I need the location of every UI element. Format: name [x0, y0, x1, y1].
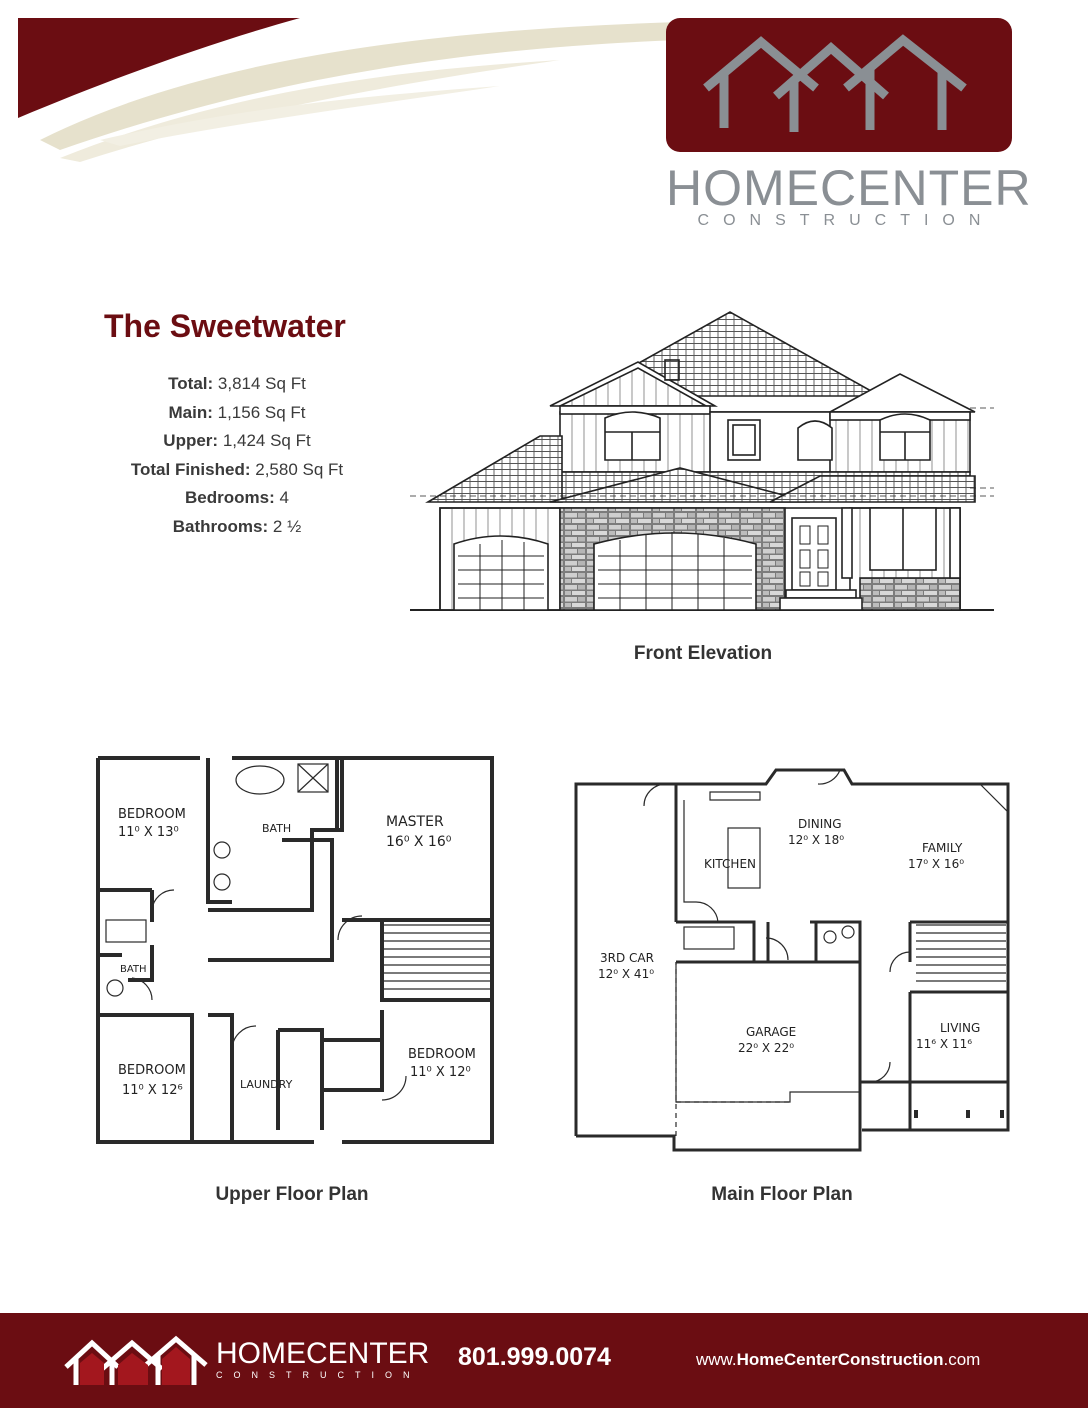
room-label: FAMILY: [922, 841, 963, 855]
room-label: MASTER: [386, 814, 444, 830]
front-elevation-caption: Front Elevation: [633, 643, 773, 664]
web-prefix: www.: [696, 1350, 737, 1369]
main-floor-plan: [570, 762, 1016, 1156]
upper-floor-caption: Upper Floor Plan: [215, 1184, 369, 1205]
room-size: 16⁰ X 16⁰: [386, 834, 452, 850]
front-elevation-drawing: [410, 308, 994, 616]
brand-tagline: CONSTRUCTION: [697, 212, 995, 229]
upper-floor-plan: [92, 750, 502, 1150]
room-label: BATH: [262, 822, 292, 835]
spec-value: 2 ½: [272, 516, 302, 536]
footer-brand-name: HOMECENTER: [216, 1337, 430, 1370]
room-label: LIVING: [940, 1021, 981, 1035]
room-size: 11⁰ X 13⁰: [118, 825, 179, 840]
room-size: 22⁰ X 22⁰: [738, 1041, 795, 1055]
room-label: LAUNDRY: [240, 1078, 293, 1091]
web-domain: HomeCenterConstruction: [736, 1350, 944, 1369]
spec-total: [60, 370, 414, 399]
spec-value: 2,580 Sq Ft: [255, 459, 344, 479]
spec-label: Total Finished:: [130, 459, 251, 479]
web-suffix: .com: [943, 1350, 981, 1369]
room-size: 11⁰ X 12⁰: [410, 1065, 471, 1080]
footer-phone: 801.999.0074: [458, 1343, 611, 1371]
spec-value: 3,814 Sq Ft: [217, 374, 306, 393]
header-swoosh: [0, 0, 700, 170]
room-label: 3RD CAR: [600, 951, 654, 965]
spec-bedrooms: [60, 484, 414, 513]
room-label: BATH: [120, 964, 147, 975]
spec-label: Total:: [168, 374, 214, 393]
brand-name: HOMECENTER: [666, 160, 1032, 216]
footer-website-link[interactable]: [696, 1350, 980, 1370]
room-label: BEDROOM: [118, 1063, 186, 1078]
spec-value: 1,424 Sq Ft: [222, 431, 311, 451]
spec-label: Bathrooms:: [172, 516, 269, 536]
spec-upper: [60, 427, 414, 456]
spec-value: 1,156 Sq Ft: [217, 402, 306, 422]
room-size: 11⁰ X 12⁶: [122, 1083, 183, 1098]
room-size: 11⁶ X 11⁶: [916, 1037, 973, 1051]
spec-label: Bedrooms:: [185, 488, 275, 508]
spec-label: Main:: [168, 402, 213, 422]
footer-brand-tagline: CONSTRUCTION: [216, 1370, 421, 1380]
spec-main: [60, 399, 414, 428]
spec-total-finished: [60, 456, 414, 485]
room-size: 12⁰ X 41⁰: [598, 967, 655, 981]
spec-label: Upper:: [163, 431, 219, 451]
plan-title: The Sweetwater: [104, 308, 346, 344]
room-label: KITCHEN: [704, 857, 756, 871]
spec-bathrooms: [60, 513, 414, 542]
room-size: 17⁰ X 16⁰: [908, 857, 965, 871]
room-label: BEDROOM: [118, 807, 186, 822]
footer-house-roofs-icon: [62, 1329, 208, 1385]
main-floor-caption: Main Floor Plan: [711, 1184, 853, 1205]
room-size: 12⁰ X 18⁰: [788, 833, 845, 847]
house-roofs-icon: [666, 18, 1012, 152]
spec-list: [60, 370, 414, 542]
room-label: DINING: [798, 817, 842, 831]
spec-value: 4: [279, 488, 289, 508]
room-label: BEDROOM: [408, 1047, 476, 1062]
logo-badge: [666, 18, 1012, 152]
room-label: GARAGE: [746, 1025, 797, 1039]
